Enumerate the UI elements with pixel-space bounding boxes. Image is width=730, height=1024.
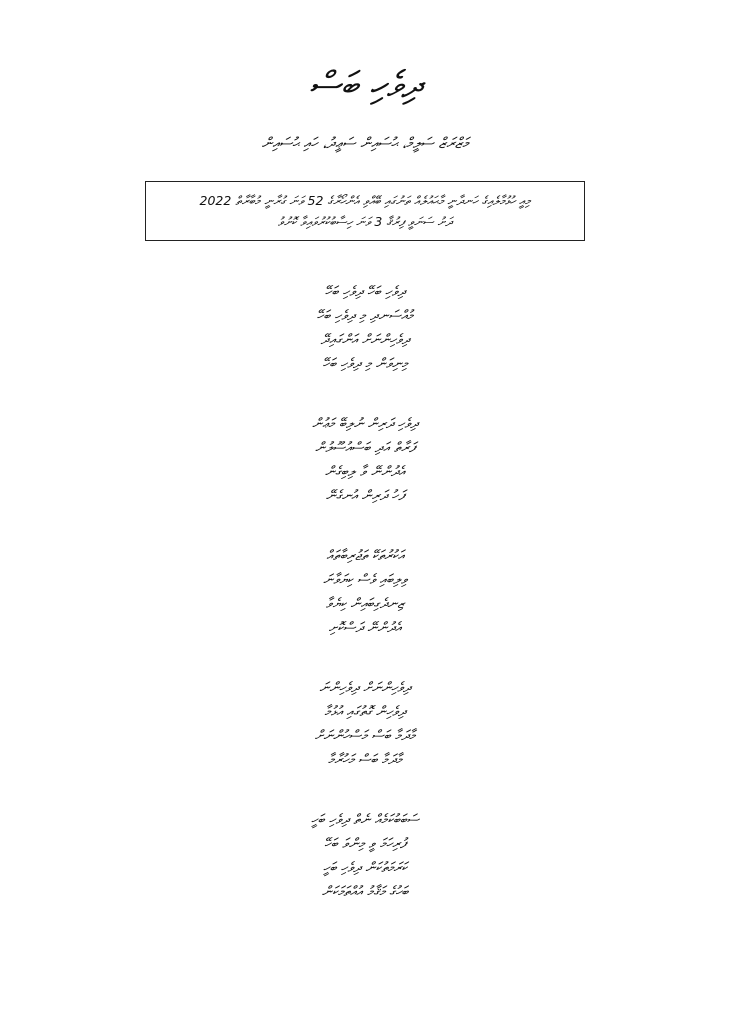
verse-line: އެދުންނޭ ވާ ލިބިގެން — [324, 464, 406, 480]
document-byline: މަޒްރަޒް ސަލީމް، ޙުސައިން ސަޢީދު، ހައި ޙުސައިން — [261, 134, 469, 152]
verse-line: ފަރާތް އަދި ބަސްއުސޫލުން — [315, 440, 415, 456]
stanza-4 — [0, 676, 730, 772]
verse-line: ފަހު ދަރިން އުނގެނޭ — [325, 488, 405, 504]
verse-line: ފުރިހަމަ ވީ މިންވަ ބަހޭ — [324, 836, 406, 852]
verse-line: ދިވެހި ދަރިން ނުލިބޭ މަޢުން — [312, 416, 418, 432]
verse-line: ކަރަމަތުކަން ދިވެހި ބަހީ — [322, 860, 408, 876]
verse-line: ސަބަބުކަމެއް ނެތް ދިވެހި ބަހީ — [311, 812, 419, 828]
poem — [0, 280, 730, 940]
document-title: ދިވެހި ބަސް — [308, 65, 422, 106]
notice-line-1: މިއީ ހުޅުމާލެއިގެ ހަނދާނީ މާޙައުލެއް ތަނުގައި ބޭއްވި އެންހޯރާގެ 52 ވަނަ ގުރާނީ މުބާރާތް 2022 — [199, 193, 531, 208]
verse-line: ބަހުގެ މަޤާމު އުއްތަމަކަން — [321, 884, 409, 900]
verse-line: މާދަމާ ބަސް މަސްހުންނަށް — [314, 728, 416, 744]
stanza-1 — [0, 280, 730, 376]
verse-line: ދިވެހިންނަށް ދިވެހިންނަ — [319, 680, 411, 696]
stanza-5 — [0, 808, 730, 904]
verse-line: ވިލިބައި ވެސް ކިޔަވާނަ — [323, 572, 407, 588]
verse-line: ދިވެހިން ގޮތުގައި އުޅުމާ — [324, 704, 406, 720]
verse-line: ޒިނދެގިބައިން ކިޔެވާ — [325, 596, 405, 612]
notice-line-2: ދަށު ސަނަވީ ފިރުޤާ 3 ވަނަ ހިސާބުކުރުވައިވާ ކޮށުވު — [277, 214, 453, 229]
verse-line: ދިވެހި ބަހޭ ދިވެހި ބަހޭ — [324, 284, 406, 300]
notice-box — [145, 181, 585, 241]
stanza-3 — [0, 544, 730, 640]
verse-line: މުއްސަނދި މި ދިވެހި ބަހޭ — [316, 308, 414, 324]
verse-line: މާދަމާ ބަސް މަހުރާމާ — [327, 752, 403, 768]
verse-line: އެދުންނޭ ދަސްކޮށި — [328, 620, 402, 636]
verse-line: މިނިވަން މި ދިވެހި ބަހޭ — [322, 356, 408, 372]
stanza-2 — [0, 412, 730, 508]
verse-line: ދިވެހިންނަށް އަންގައިދޭ — [320, 332, 410, 348]
verse-line: އަކުރުތަކޭ ތަޖުރިބާތައް — [326, 548, 404, 564]
